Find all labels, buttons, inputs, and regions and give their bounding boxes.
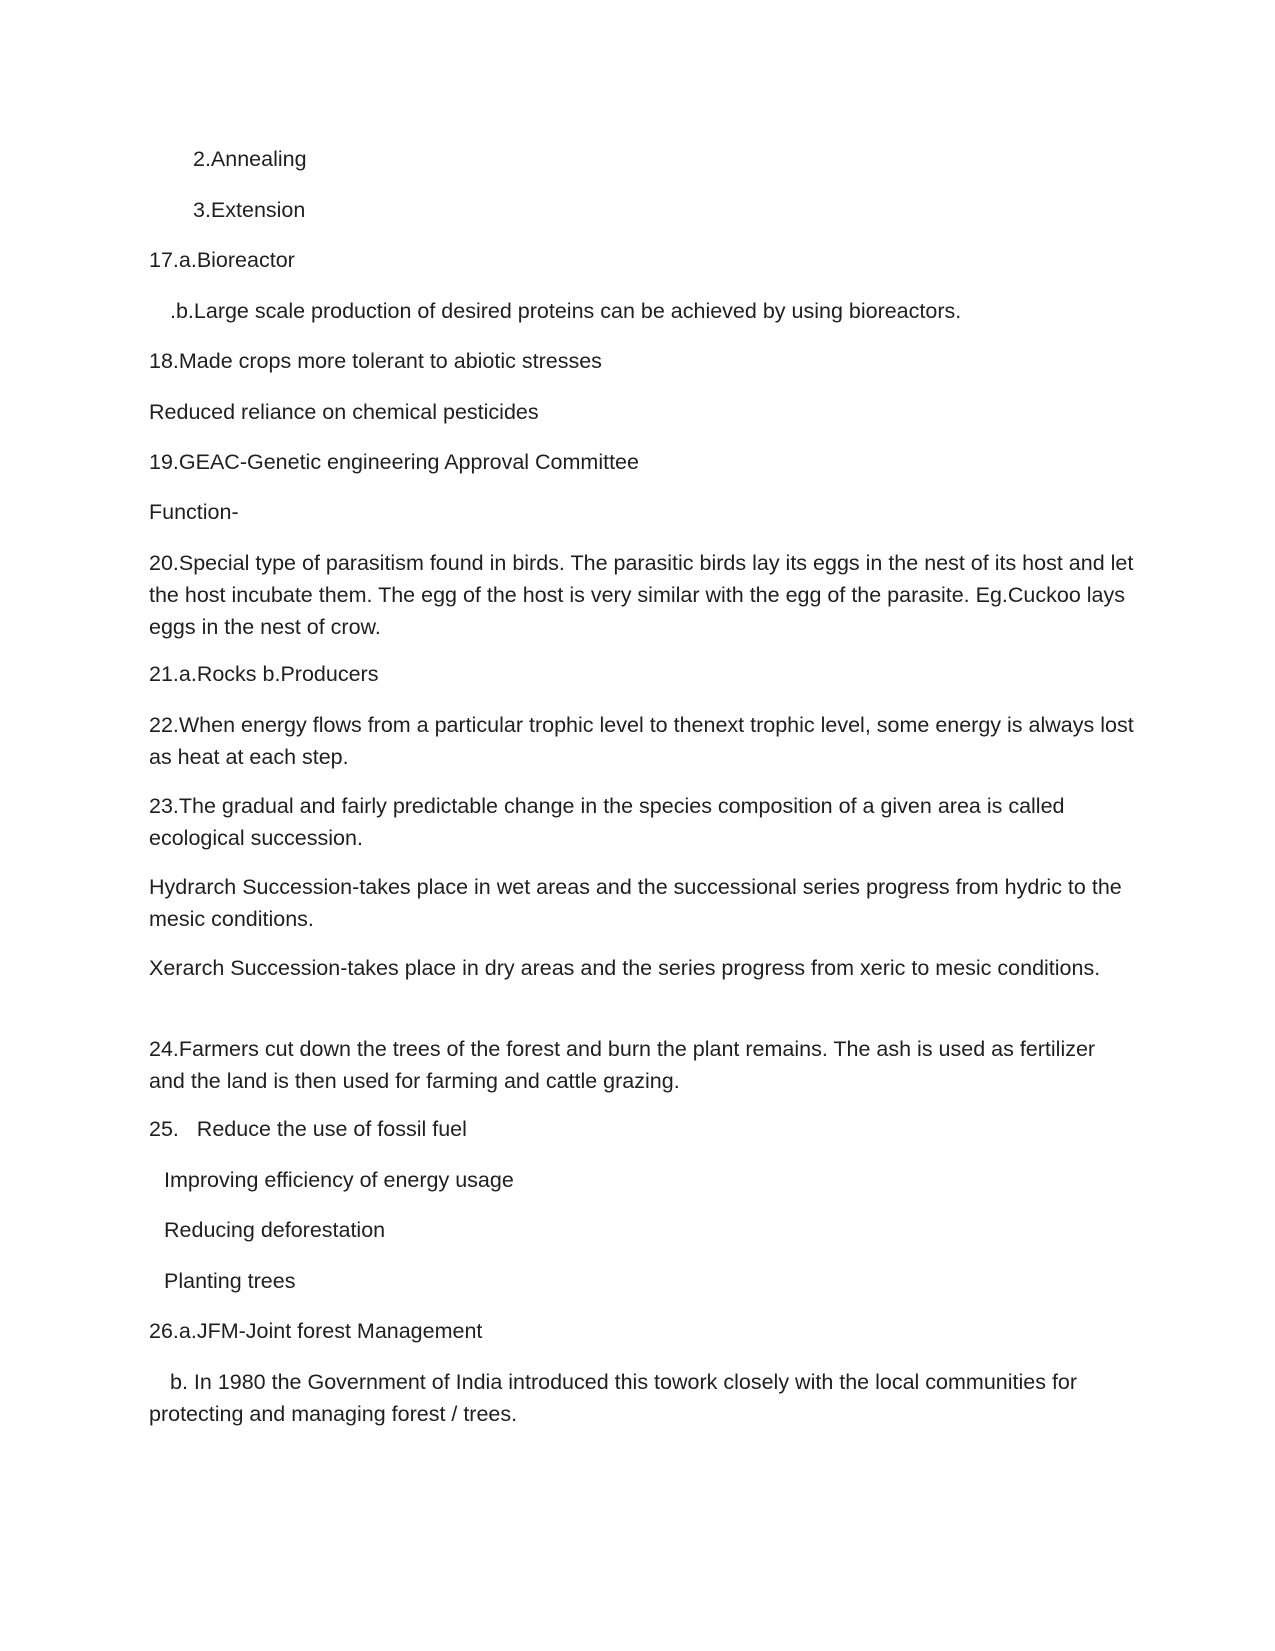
answer-21: 21.a.Rocks b.Producers bbox=[149, 662, 379, 686]
answer-17a: 17.a.Bioreactor bbox=[149, 248, 295, 272]
answer-2-annealing: 2.Annealing bbox=[193, 147, 307, 171]
answer-26a: 26.a.JFM-Joint forest Management bbox=[149, 1319, 483, 1343]
answer-25-point-3: Reducing deforestation bbox=[164, 1218, 386, 1242]
answer-22: 22.When energy flows from a particular trophic level to thenext trophic level, some energy is always lost as heat at each step. bbox=[149, 713, 1134, 769]
answer-18: 18.Made crops more tolerant to abiotic stresses bbox=[149, 349, 602, 373]
answer-23-hydrarch: Hydrarch Succession-takes place in wet areas and the successional series progress from hydric to the mesic conditions. bbox=[149, 875, 1122, 931]
answer-23: 23.The gradual and fairly predictable change in the species composition of a given area is called ecological succession. bbox=[149, 794, 1065, 850]
answer-25: 25. Reduce the use of fossil fuel bbox=[149, 1117, 467, 1141]
answer-26b: b. In 1980 the Government of India introduced this towork closely with the local communities for protecting and managing forest / trees. bbox=[149, 1370, 1078, 1426]
answer-20: 20.Special type of parasitism found in birds. The parasitic birds lay its eggs in the nest of its host and let the host incubate them. The egg of the host is very similar with the egg of the parasite. Eg.Cuckoo lays eggs in the nest of crow. bbox=[149, 551, 1134, 639]
answer-25-point-4: Planting trees bbox=[164, 1269, 296, 1293]
answer-24: 24.Farmers cut down the trees of the forest and burn the plant remains. The ash is used as fertilizer and the land is then used for farming and cattle grazing. bbox=[149, 1037, 1096, 1093]
answer-19-function: Function- bbox=[149, 500, 239, 524]
answer-25-point-2: Improving efficiency of energy usage bbox=[164, 1168, 514, 1192]
answer-19: 19.GEAC-Genetic engineering Approval Committee bbox=[149, 450, 639, 474]
answer-18-point-2: Reduced reliance on chemical pesticides bbox=[149, 400, 539, 424]
answer-3-extension: 3.Extension bbox=[193, 198, 306, 222]
answer-17b: .b.Large scale production of desired proteins can be achieved by using bioreactors. bbox=[170, 299, 962, 323]
answer-23-xerarch: Xerarch Succession-takes place in dry areas and the series progress from xeric to mesic conditions. bbox=[149, 956, 1101, 980]
